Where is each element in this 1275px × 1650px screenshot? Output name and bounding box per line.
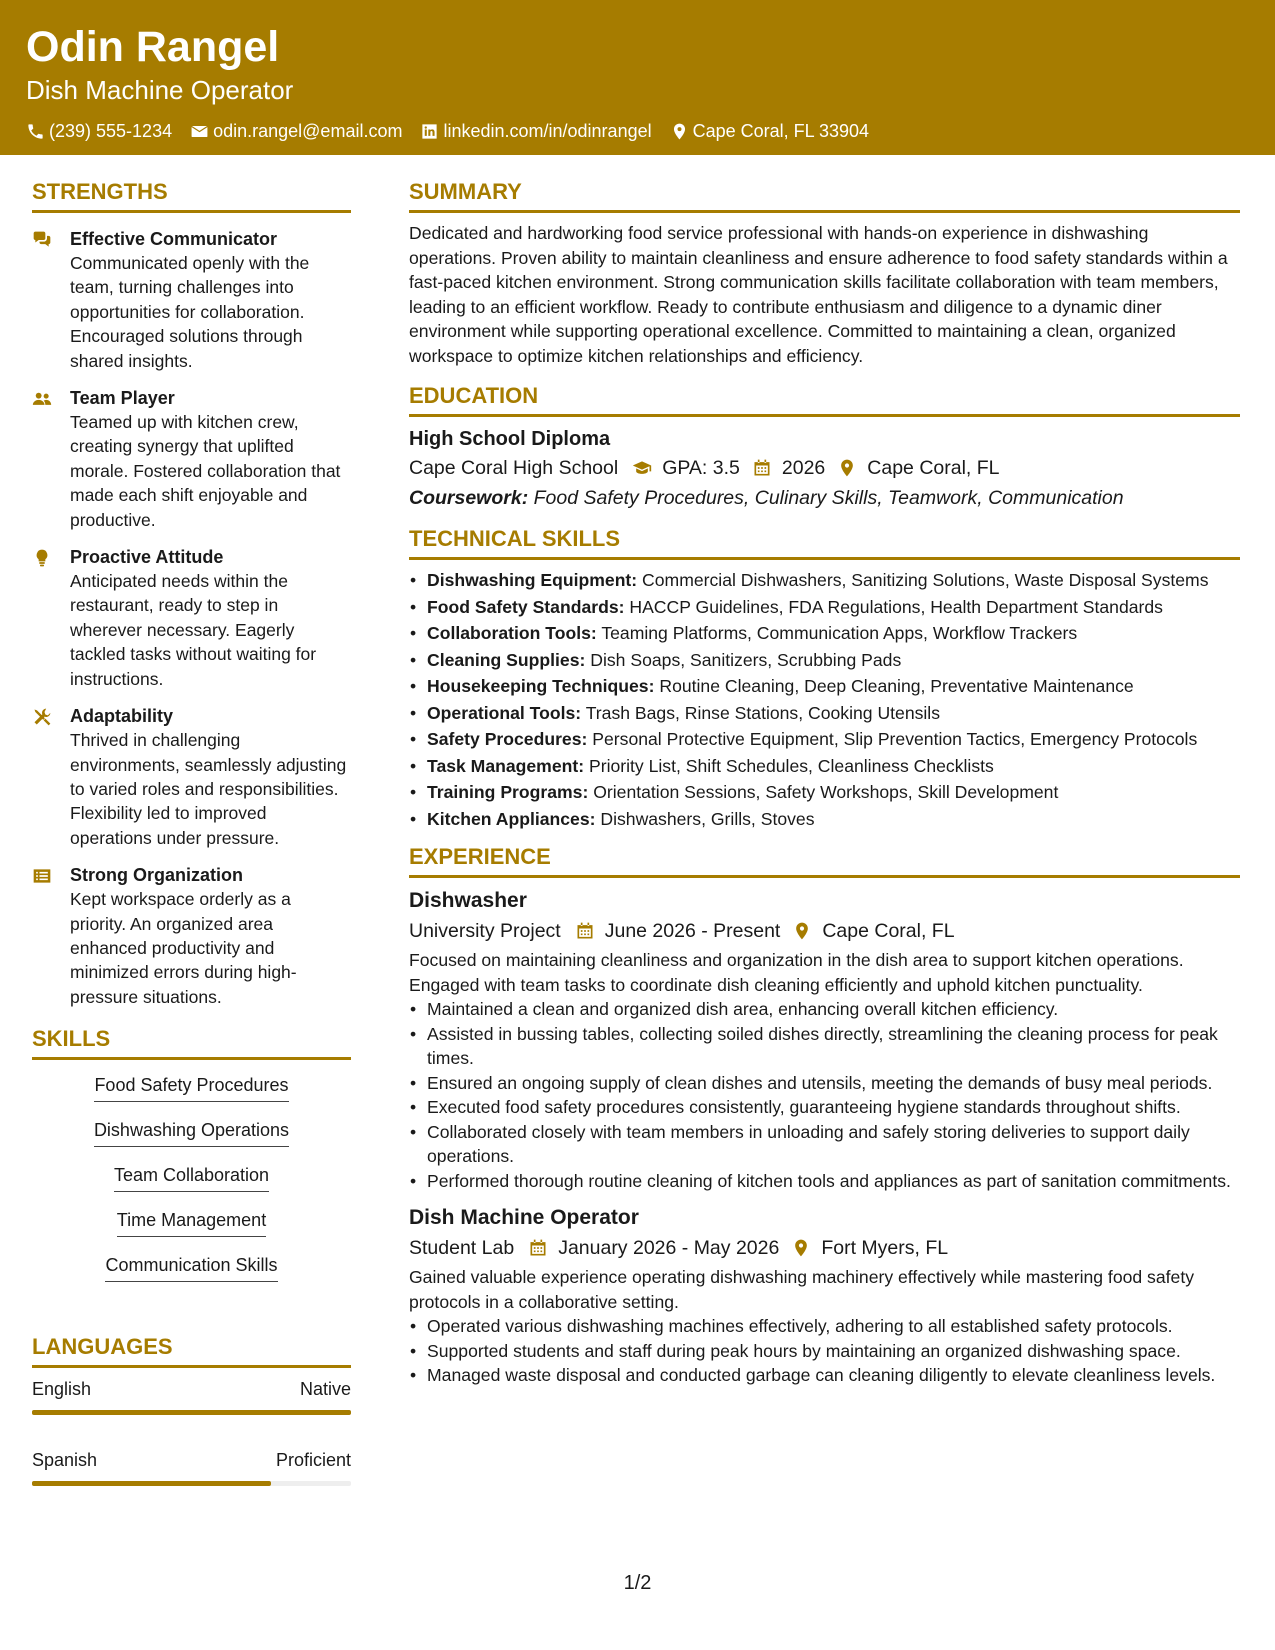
list-item	[409, 780, 1240, 805]
tech-skill-label: Dishwashing Equipment:	[427, 570, 638, 590]
list-item	[409, 701, 1240, 726]
gpa-text: GPA: 3.5	[662, 457, 740, 479]
list-item	[409, 807, 1240, 832]
skill-item: Communication Skills	[105, 1254, 277, 1282]
contact-location	[670, 120, 869, 142]
users-icon	[32, 389, 52, 409]
strength-title: Team Player	[70, 388, 175, 409]
list-item: • Performed thorough routine cleaning of kitchen tools and appliances as part of sanitation commitments.	[409, 1169, 1240, 1194]
job-meta	[409, 1233, 1240, 1263]
graduation-cap-icon	[632, 458, 652, 478]
list-item	[409, 727, 1240, 752]
list-item: • Managed waste disposal and conducted garbage can cleaning diligently to elevate cleanliness levels.	[409, 1363, 1240, 1388]
list-item	[409, 568, 1240, 593]
skill-item: Time Management	[117, 1209, 266, 1237]
tech-skill-value: Commercial Dishwashers, Sanitizing Solutions, Waste Disposal Systems	[642, 570, 1209, 590]
page-number: 1/2	[623, 1572, 652, 1594]
tools-icon	[32, 707, 52, 727]
strength-desc: Anticipated needs within the restaurant, ready to step in wherever necessary. Eagerly tackled tasks without waiting for instructions.	[70, 571, 317, 689]
contact-phone[interactable]	[26, 120, 172, 142]
job-location: Cape Coral, FL	[822, 920, 955, 942]
strength-item	[32, 386, 351, 532]
language-name: English	[32, 1379, 92, 1400]
list-item: • Collaborated closely with team members in unloading and safely storing deliveries to support daily operations.	[409, 1120, 1240, 1169]
job-org: Student Lab	[409, 1237, 515, 1259]
map-pin-icon	[837, 458, 857, 478]
right-column	[409, 178, 1240, 1398]
strength-item	[32, 227, 351, 373]
job-entry	[409, 886, 1240, 1193]
strength-title: Adaptability	[70, 706, 174, 727]
skills-list	[32, 1068, 351, 1299]
map-pin-icon	[791, 1238, 811, 1258]
summary-heading: SUMMARY	[409, 178, 1240, 213]
job-title: Dish Machine Operator	[409, 1206, 639, 1229]
linkedin-icon	[420, 122, 439, 141]
calendar-icon	[752, 458, 772, 478]
job-dates: June 2026 - Present	[604, 920, 781, 942]
map-pin-icon	[670, 122, 689, 141]
strength-title: Proactive Attitude	[70, 547, 224, 568]
tech-skill-value: HACCP Guidelines, FDA Regulations, Health Department Standards	[629, 596, 1163, 617]
comments-icon	[32, 230, 52, 250]
tech-skill-label: Housekeeping Techniques:	[427, 676, 655, 696]
education-meta	[409, 453, 1240, 483]
list-item: • Maintained a clean and organized dish area, enhancing overall kitchen efficiency.	[409, 997, 1240, 1022]
tech-skill-label: Operational Tools:	[427, 702, 582, 723]
email-text: odin.rangel@email.com	[213, 121, 403, 141]
job-meta	[409, 916, 1240, 946]
left-column	[32, 178, 351, 1520]
job-desc: Gained valuable experience operating dishwashing machinery effectively while mastering food safety protocols in a collaborative setting.	[409, 1267, 1195, 1312]
lightbulb-icon	[32, 548, 52, 568]
coursework	[409, 483, 1240, 513]
language-proficiency-fill	[32, 1410, 351, 1415]
contact-linkedin[interactable]	[420, 120, 651, 142]
experience-heading: EXPERIENCE	[409, 843, 1240, 878]
resume-header	[0, 0, 1275, 155]
strength-title: Effective Communicator	[70, 229, 278, 249]
tech-skill-value: Trash Bags, Rinse Stations, Cooking Utensils	[585, 702, 941, 723]
language-level: Native	[299, 1379, 351, 1400]
degree-title: High School Diploma	[409, 428, 611, 450]
strength-desc: Teamed up with kitchen crew, creating synergy that uplifted morale. Fostered collaboration that made each shift enjoyable and productive.	[70, 412, 341, 530]
job-title: Dishwasher	[409, 889, 527, 912]
skills-heading: SKILLS	[32, 1025, 351, 1060]
education-heading: EDUCATION	[409, 382, 1240, 417]
list-item	[409, 754, 1240, 779]
strengths-heading: STRENGTHS	[32, 178, 351, 213]
language-item	[32, 1449, 351, 1486]
location-text: Cape Coral, FL 33904	[692, 121, 870, 141]
list-item: • Operated various dishwashing machines effectively, adhering to all established safety protocols.	[409, 1314, 1240, 1339]
phone-text: (239) 555-1234	[49, 121, 173, 141]
skill-item: Team Collaboration	[114, 1164, 269, 1192]
strength-title: Strong Organization	[70, 865, 243, 886]
strength-item	[32, 545, 351, 691]
map-pin-icon	[792, 921, 812, 941]
school-name: Cape Coral High School	[409, 457, 619, 479]
job-org: University Project	[409, 920, 561, 942]
strength-item	[32, 704, 351, 850]
tech-skill-label: Food Safety Standards:	[427, 596, 625, 617]
tech-skill-value: Routine Cleaning, Deep Cleaning, Preventative Maintenance	[659, 676, 1134, 696]
tech-skill-value: Dishwashers, Grills, Stoves	[600, 808, 815, 829]
strength-item	[32, 863, 351, 1009]
languages-heading: LANGUAGES	[32, 1333, 351, 1368]
language-proficiency-bar	[32, 1481, 351, 1486]
tech-skill-value: Orientation Sessions, Safety Workshops, Skill Development	[593, 782, 1059, 802]
tech-skill-label: Training Programs:	[427, 782, 589, 802]
language-proficiency-fill	[32, 1481, 271, 1486]
calendar-icon	[528, 1238, 548, 1258]
strength-desc: Communicated openly with the team, turning challenges into opportunities for collaboration. Encouraged solutions through shared insights.	[70, 253, 310, 371]
tech-skill-label: Collaboration Tools:	[427, 623, 597, 643]
tech-skill-value: Dish Soaps, Sanitizers, Scrubbing Pads	[590, 649, 902, 670]
skill-item: Food Safety Procedures	[94, 1074, 288, 1102]
strength-desc: Thrived in challenging environments, seamlessly adjusting to varied roles and responsibilities. Flexibility led to improved operations under pressure.	[70, 730, 347, 848]
job-desc: Focused on maintaining cleanliness and organization in the dish area to support kitchen operations. Engaged with team tasks to coordinate dish cleaning efficiently and uphold kitchen punctuality.	[409, 950, 1184, 995]
list-item: • Supported students and staff during peak hours by maintaining an organized dishwashing space.	[409, 1339, 1240, 1364]
skill-item: Dishwashing Operations	[94, 1119, 289, 1147]
list-item: • Ensured an ongoing supply of clean dishes and utensils, meeting the demands of busy meal periods.	[409, 1071, 1240, 1096]
coursework-label: Coursework:	[409, 487, 529, 509]
tech-skill-label: Kitchen Appliances:	[427, 808, 596, 829]
contact-bar	[26, 120, 1249, 142]
tech-skill-label: Safety Procedures:	[427, 729, 588, 749]
job-bullets	[409, 997, 1240, 1193]
list-item	[409, 621, 1240, 646]
linkedin-text: linkedin.com/in/odinrangel	[443, 121, 652, 141]
calendar-icon	[575, 921, 595, 941]
job-location: Fort Myers, FL	[821, 1237, 949, 1259]
list-item	[409, 595, 1240, 620]
education-location: Cape Coral, FL	[867, 457, 1000, 479]
envelope-icon	[190, 122, 209, 141]
language-level: Proficient	[275, 1450, 351, 1471]
job-dates: January 2026 - May 2026	[558, 1237, 780, 1259]
phone-icon	[26, 122, 45, 141]
strengths-list	[32, 221, 351, 1009]
language-item	[32, 1378, 351, 1415]
list-item: • Executed food safety procedures consistently, guaranteeing hygiene standards throughout shifts.	[409, 1095, 1240, 1120]
list-item	[409, 674, 1240, 699]
tech-skill-value: Priority List, Shift Schedules, Cleanliness Checklists	[588, 755, 994, 776]
contact-email[interactable]	[190, 120, 402, 142]
list-item	[409, 648, 1240, 673]
job-bullets	[409, 1314, 1240, 1388]
education-year: 2026	[781, 457, 826, 479]
tech-skill-value: Teaming Platforms, Communication Apps, Workflow Trackers	[601, 623, 1078, 643]
tech-skill-label: Cleaning Supplies:	[427, 649, 586, 670]
tech-skill-label: Task Management:	[427, 755, 585, 776]
list-item: • Assisted in bussing tables, collecting soiled dishes directly, streamlining the cleaning process for peak times.	[409, 1022, 1240, 1071]
language-name: Spanish	[32, 1450, 98, 1471]
candidate-role: Dish Machine Operator	[26, 75, 294, 105]
language-proficiency-bar	[32, 1410, 351, 1415]
technical-skills-heading: TECHNICAL SKILLS	[409, 525, 1240, 560]
candidate-name: Odin Rangel	[26, 23, 280, 71]
coursework-text: Food Safety Procedures, Culinary Skills, Teamwork, Communication	[533, 487, 1124, 509]
tech-skill-value: Personal Protective Equipment, Slip Prevention Tactics, Emergency Protocols	[592, 729, 1198, 749]
technical-skills-list	[409, 568, 1240, 831]
summary-text: Dedicated and hardworking food service professional with hands-on experience in dishwashing operations. Proven ability to maintain cleanliness and ensure adherence to food safety standards within a fast-paced kitchen environment. Strong communication skills facilitate collaboration with team members, leading to an efficient workflow. Ready to contribute enthusiasm and diligence to a dynamic diner environment while supporting operational excellence. Committed to maintaining a clean, organized workspace to optimize kitchen relationships and efficiency.	[409, 223, 1228, 366]
strength-desc: Kept workspace orderly as a priority. An organized area enhanced productivity and minimized errors during high-pressure situations.	[70, 889, 297, 1007]
list-icon	[32, 866, 52, 886]
job-entry	[409, 1203, 1240, 1388]
